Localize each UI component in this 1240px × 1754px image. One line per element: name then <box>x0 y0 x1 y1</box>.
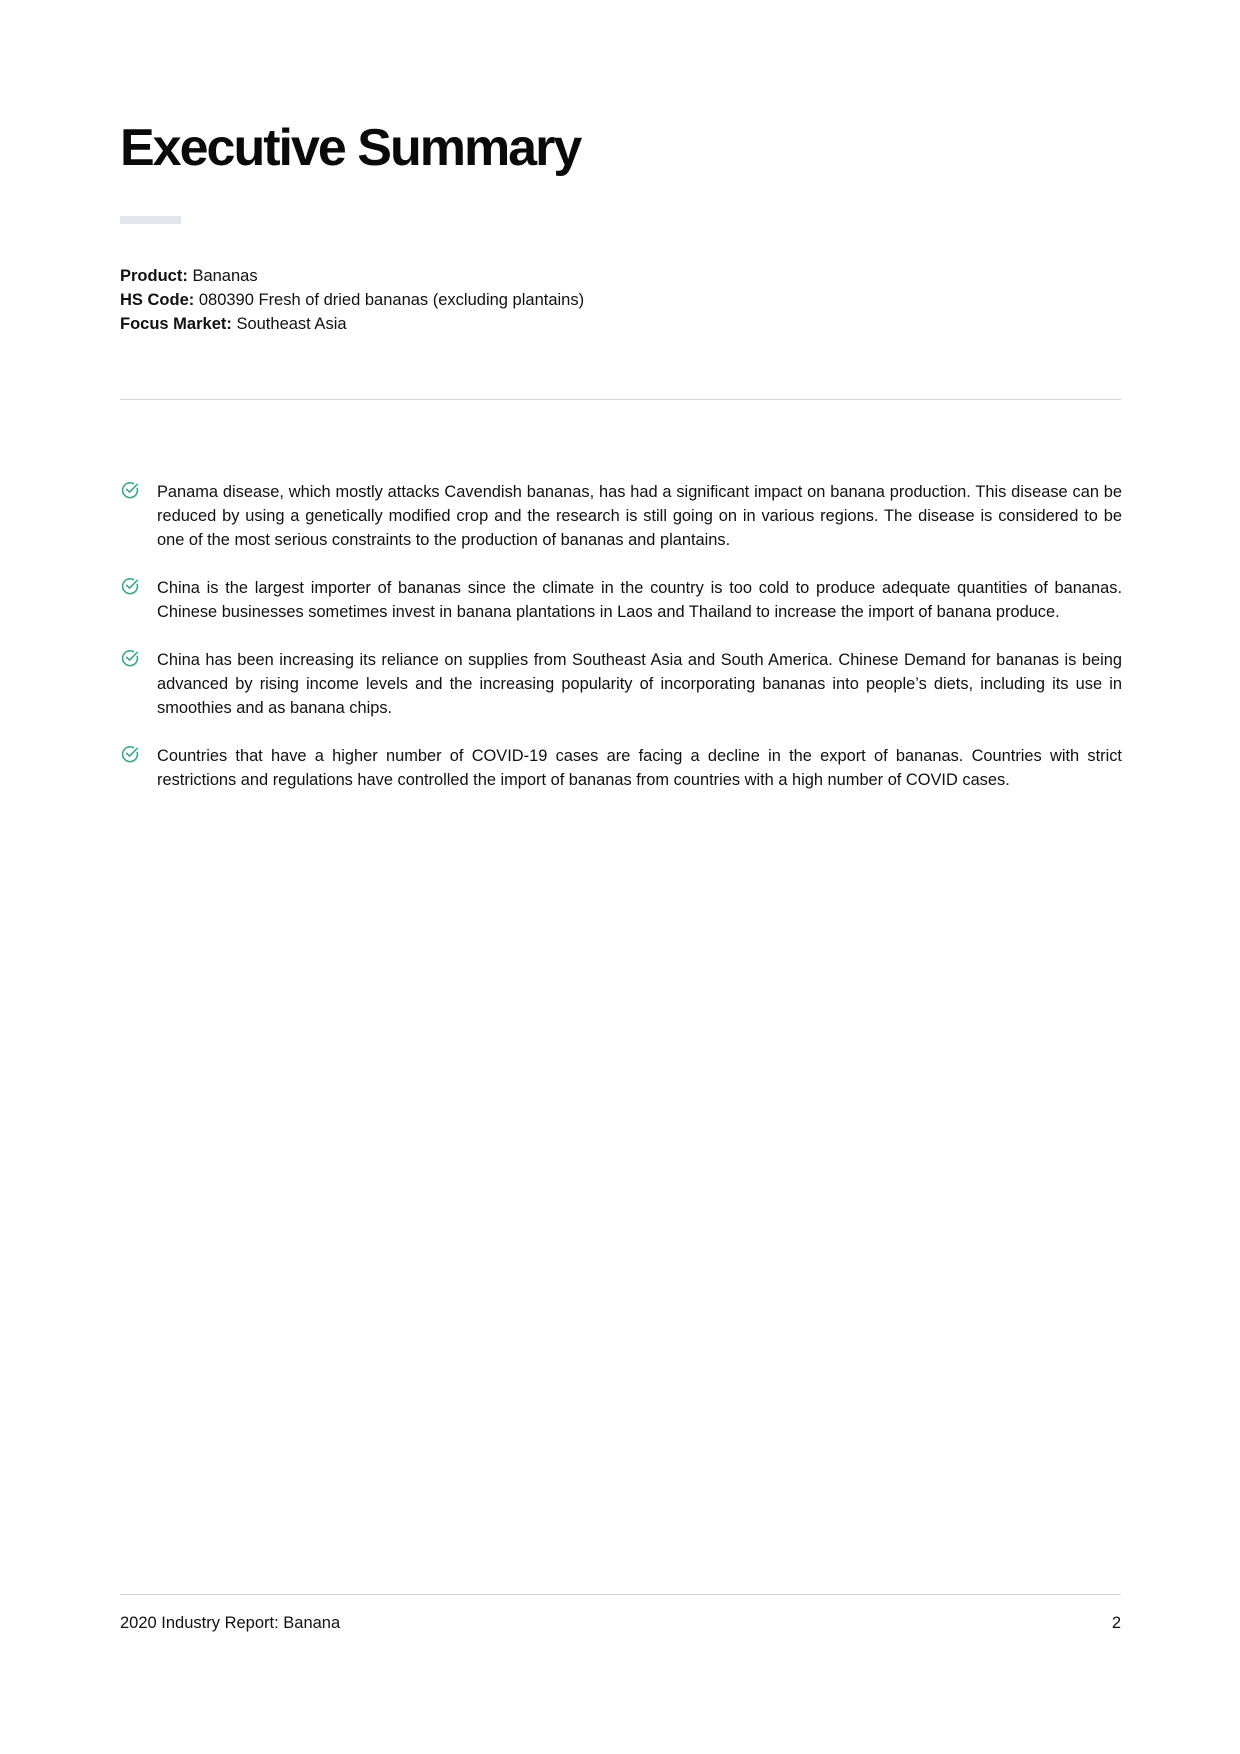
section-divider <box>120 399 1121 400</box>
product-row <box>120 264 584 288</box>
page-title: Executive Summary <box>120 119 581 177</box>
page-number: 2 <box>1111 1614 1121 1632</box>
summary-bullet-text: Panama disease, which mostly attacks Cavendish bananas, has had a significant impact on banana production. This disease can be reduced by using a genetically modified crop and the research is still going on in various regions. The disease is considered to be one of the most serious constraints to the production of bananas and plantains. <box>157 483 1122 549</box>
hs-code-row <box>120 288 584 312</box>
summary-bullet <box>120 480 1122 552</box>
summary-bullet <box>120 744 1122 792</box>
summary-bullet-list <box>120 480 1122 816</box>
focus-market-value: Southeast Asia <box>236 315 347 333</box>
hs-code-label: HS Code: <box>120 291 195 309</box>
check-circle-icon <box>120 648 140 668</box>
summary-bullet <box>120 576 1122 624</box>
hs-code-value: 080390 Fresh of dried bananas (excluding plantains) <box>198 291 585 309</box>
product-value: Bananas <box>192 267 258 285</box>
check-circle-icon <box>120 744 140 764</box>
focus-market-row <box>120 312 584 336</box>
summary-bullet <box>120 648 1122 720</box>
footer-divider <box>120 1594 1121 1595</box>
check-circle-icon <box>120 576 140 596</box>
check-circle-icon <box>120 480 140 500</box>
product-meta <box>120 264 584 336</box>
focus-market-label: Focus Market: <box>120 315 232 333</box>
summary-bullet-text: Countries that have a higher number of COVID-19 cases are facing a decline in the export of bananas. Countries with strict restrictions and regulations have controlled the import of bananas from countries with a high number of COVID cases. <box>157 747 1122 789</box>
summary-bullet-text: China has been increasing its reliance on supplies from Southeast Asia and South America. Chinese Demand for bananas is being advanced by rising income levels and the increasing popularity of incorporating bananas into people’s diets, including its use in smoothies and as banana chips. <box>157 651 1122 717</box>
product-label: Product: <box>120 267 188 285</box>
footer-report-title: 2020 Industry Report: Banana <box>120 1614 341 1632</box>
title-accent-bar <box>120 216 181 224</box>
summary-bullet-text: China is the largest importer of bananas since the climate in the country is too cold to produce adequate quantities of bananas. Chinese businesses sometimes invest in banana plantations in Laos and Thailand to increase the import of banana produce. <box>157 579 1122 621</box>
